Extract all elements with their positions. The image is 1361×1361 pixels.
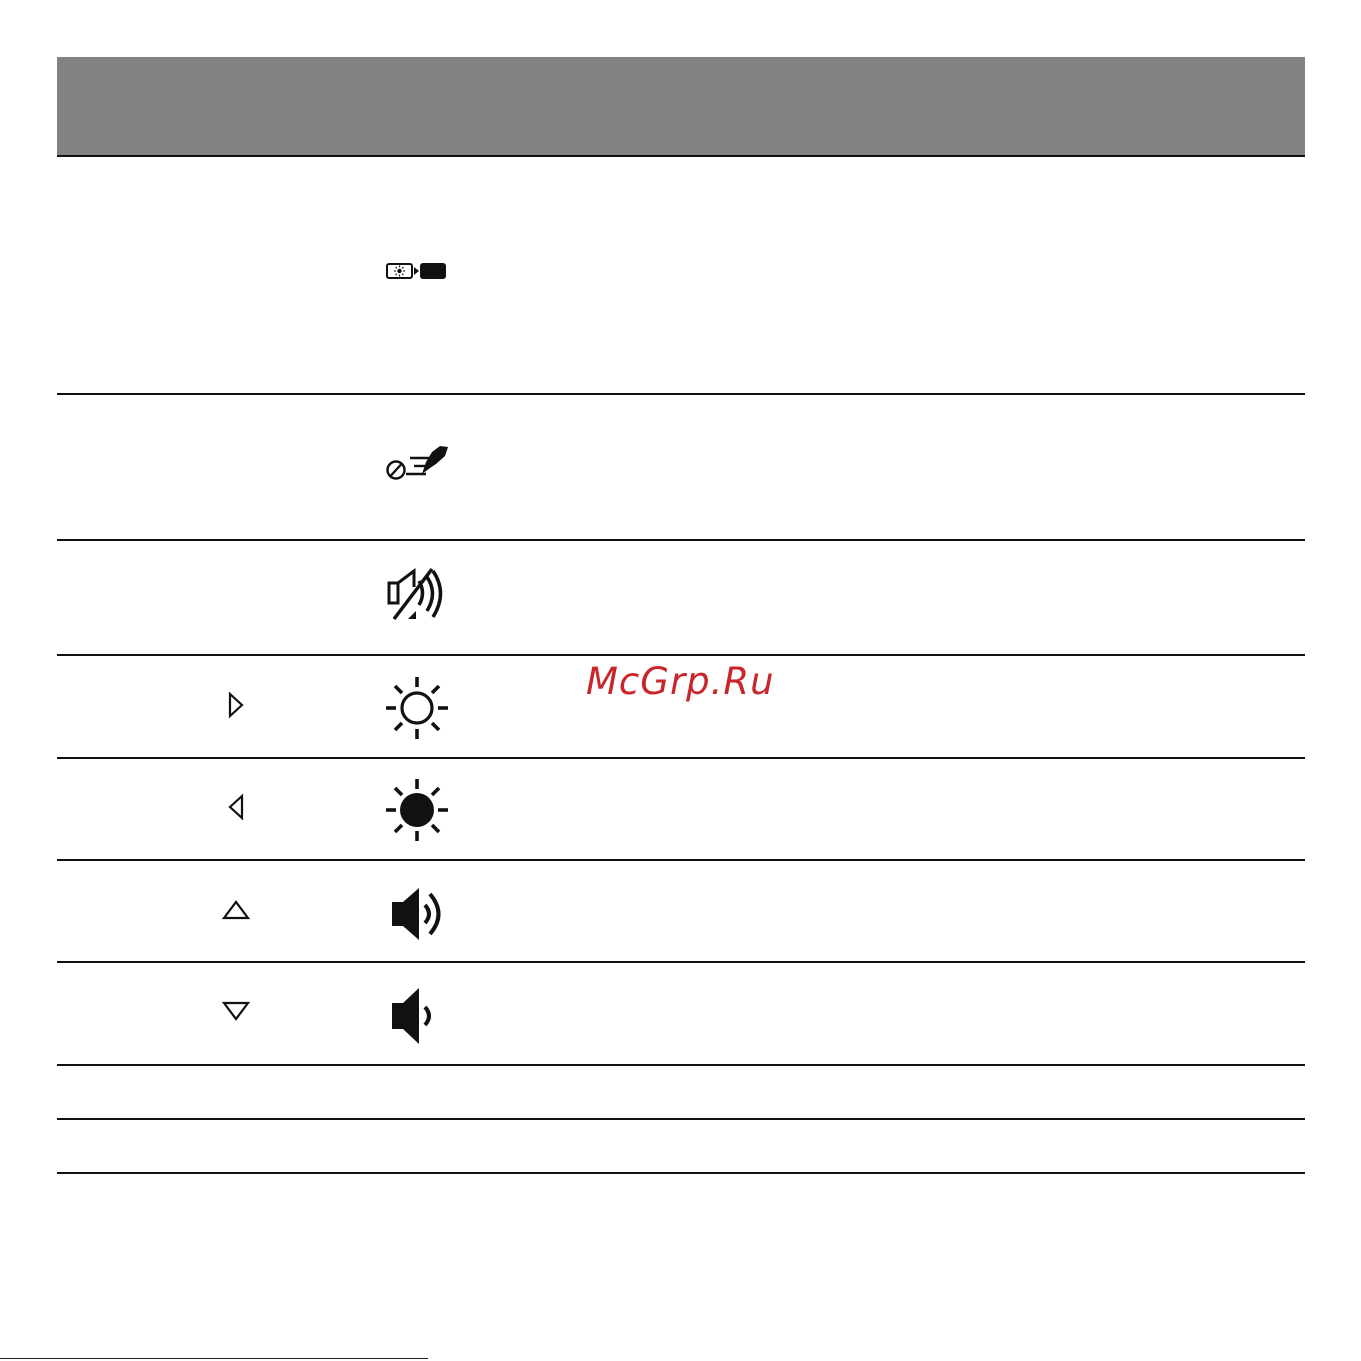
arrow-left-icon <box>227 794 245 820</box>
arrow-down-icon <box>222 1000 250 1022</box>
touchpad-toggle-icon <box>386 444 450 482</box>
row-divider <box>57 1172 1305 1174</box>
row-divider <box>57 393 1305 395</box>
speaker-mute-icon <box>386 565 448 621</box>
brightness-down-icon <box>385 778 449 842</box>
row-divider <box>57 539 1305 541</box>
display-switch-icon <box>386 262 448 280</box>
row-divider <box>57 155 1305 157</box>
row-divider <box>57 654 1305 656</box>
table-header <box>57 57 1305 155</box>
volume-up-icon <box>389 886 447 942</box>
row-divider <box>57 757 1305 759</box>
row-divider <box>57 859 1305 861</box>
footer-rule <box>0 1358 428 1359</box>
brightness-up-icon <box>385 676 449 740</box>
arrow-right-icon <box>227 692 245 718</box>
row-divider <box>57 1118 1305 1120</box>
volume-down-icon <box>389 987 447 1045</box>
row-divider <box>57 961 1305 963</box>
arrow-up-icon <box>222 899 250 921</box>
row-divider <box>57 1064 1305 1066</box>
watermark-text: McGrp.Ru <box>586 660 775 703</box>
